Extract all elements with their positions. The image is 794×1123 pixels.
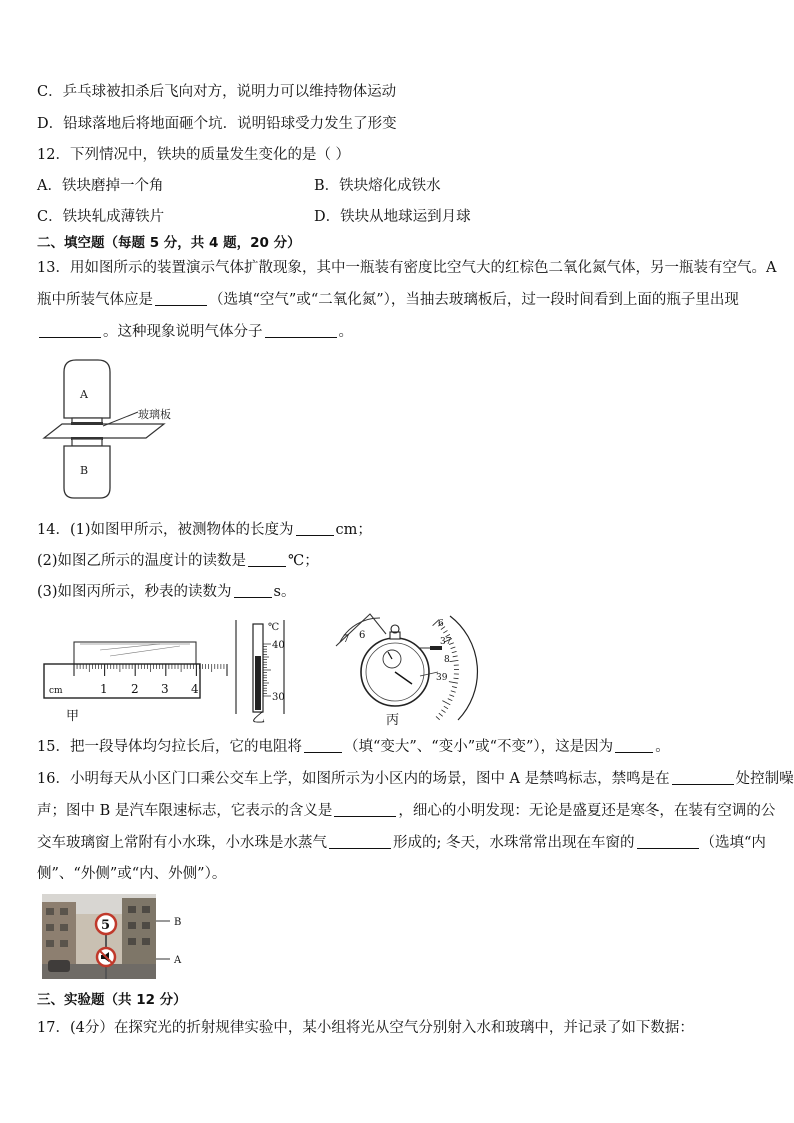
q13-diffusion-figure — [40, 356, 200, 502]
ruler-caption: 甲 — [66, 709, 80, 724]
tick-mark — [436, 716, 440, 719]
q11-option-d: D．铅球落地后将地面砸个坑．说明铅球受力发生了形变 — [37, 116, 397, 132]
tick-mark — [441, 710, 445, 713]
ruler-body — [44, 664, 200, 698]
q15-blank-1[interactable] — [304, 738, 342, 753]
q14-blank-2[interactable] — [248, 552, 286, 567]
seconds-scale-label-39: 39 — [436, 673, 448, 683]
q16-line-2: 声；图中 B 是汽车限速标志，它表示的含义是 ，细心的小明发现：无论是盛夏还是寒冬，在装有空调的公 — [37, 803, 776, 819]
section-experiment-heading: 三、实验题（共 12 分） — [37, 992, 187, 1008]
seconds-scale-label-6: 6 — [438, 619, 444, 629]
thermometer-ticks — [263, 644, 271, 696]
ruler-tick-label-3: 3 — [161, 682, 169, 696]
stopwatch-figure — [336, 614, 477, 728]
label-a: A — [174, 955, 182, 966]
q12-option-a: A．铁块磨掉一个角 — [37, 178, 164, 194]
glass-plate-label: 玻璃板 — [138, 408, 171, 421]
q14-line-2: (2)如图乙所示的温度计的读数是 ℃； — [37, 553, 319, 569]
ruler-tick-label-2: 2 — [131, 682, 139, 696]
thermometer-label-bottom: 30 — [272, 692, 285, 703]
ruler-unit: cm — [49, 686, 63, 696]
q13-blank-1[interactable] — [155, 291, 207, 306]
tick-mark — [449, 682, 458, 684]
tick-mark — [453, 656, 458, 657]
q13-line-1: 13．用如图所示的装置演示气体扩散现象，其中一瓶装有密度比空气大的红棕色二氧化氮气体，另一瓶装有空气。A — [37, 260, 777, 276]
seconds-scale-label-37: 37 — [440, 637, 452, 647]
seconds-scale-label-8: 8 — [444, 655, 450, 665]
thermometer-caption: 乙 — [252, 711, 266, 726]
small-dial-label-6: 6 — [359, 630, 366, 641]
small-dial-label-7: 7 — [343, 634, 350, 645]
thermometer-figure — [236, 620, 285, 726]
thermometer-unit: ℃ — [268, 622, 280, 633]
q12-option-d: D．铁块从地球运到月球 — [314, 209, 471, 225]
tick-mark — [444, 706, 448, 709]
ruler-tick-label-1: 1 — [100, 682, 108, 696]
section-fill-in-heading: 二、填空题（每题 5 分，共 4 题，20 分） — [37, 235, 301, 251]
tick-mark — [443, 630, 447, 633]
tick-mark — [439, 713, 443, 716]
label-b: B — [174, 917, 182, 928]
q16-line-4: 侧”、“外侧”或“内、外侧”）。 — [37, 866, 227, 882]
q14-line-3: (3)如图丙所示，秒表的读数为 s。 — [37, 584, 296, 600]
ruler-tick-label-4: 4 — [191, 682, 199, 696]
q12-stem: 12．下列情况中，铁块的质量发生变化的是（ ） — [37, 147, 351, 163]
q15-blank-2[interactable] — [615, 738, 653, 753]
tick-mark — [454, 678, 459, 679]
q16-blank-4[interactable] — [637, 834, 699, 849]
thermometer-label-top: 40 — [272, 640, 285, 651]
bottle-b-label: B — [80, 464, 89, 477]
tick-mark — [451, 647, 456, 649]
bottle-a-label: A — [80, 388, 88, 401]
q12-option-c: C．铁块轧成薄铁片 — [37, 209, 165, 225]
q16-street-photo — [42, 894, 156, 979]
q13-blank-2[interactable] — [39, 323, 101, 338]
tick-mark — [452, 651, 457, 652]
q14-line-1: 14．(1)如图甲所示，被测物体的长度为 cm； — [37, 522, 372, 538]
tick-mark — [449, 695, 454, 697]
seconds-scale-ticks — [433, 620, 459, 720]
q16-blank-1[interactable] — [672, 770, 734, 785]
ruler-figure — [44, 642, 227, 724]
q11-option-c: C．乒乓球被扣杀后飞向对方，说明力可以维持物体运动 — [37, 84, 397, 100]
measured-object — [74, 642, 196, 666]
q16-blank-2[interactable] — [334, 802, 396, 817]
q14-blank-1[interactable] — [296, 521, 334, 536]
q16-line-3: 交车玻璃窗上常附有小水珠，小水珠是水蒸气 形成的; 冬天，水珠常常出现在车窗的 （选填“内 — [37, 835, 766, 851]
q14-measurement-figures — [40, 612, 490, 728]
stopwatch-caption: 丙 — [386, 713, 400, 728]
tick-mark — [442, 701, 450, 705]
tick-mark — [452, 687, 457, 688]
q13-blank-3[interactable] — [265, 323, 337, 338]
q15-line: 15．把一段导体均匀拉长后，它的电阻将 （填“变大”、“变小”或“不变”），这是因为 。 — [37, 739, 670, 755]
q16-blank-3[interactable] — [329, 834, 391, 849]
q13-line-2: 瓶中所装气体应是 （选填“空气”或“二氧化氮”），当抽去玻璃板后，过一段时间看到上面的瓶子里出现 — [37, 292, 739, 308]
speed-limit-value: 5 — [101, 918, 111, 933]
tick-mark — [448, 699, 453, 701]
q13-line-3: 。这种现象说明气体分子 。 — [37, 322, 353, 342]
q14-blank-3[interactable] — [234, 583, 272, 598]
q17-line-1: 17．(4分）在探究光的折射规律实验中，某小组将光从空气分别射入水和玻璃中，并记录了如下数据： — [37, 1020, 694, 1036]
q12-option-b: B．铁块熔化成铁水 — [314, 178, 441, 194]
q16-photo-labels — [156, 910, 196, 970]
thermometer-liquid — [255, 656, 261, 710]
q16-line-1: 16．小明每天从小区门口乘公交车上学，如图所示为小区内的场景，图中 A 是禁鸣标志，禁鸣是在 处控制噪 — [37, 771, 794, 787]
tick-mark — [450, 660, 459, 661]
seconds-scale-arc — [450, 616, 477, 720]
tick-mark — [451, 691, 456, 693]
